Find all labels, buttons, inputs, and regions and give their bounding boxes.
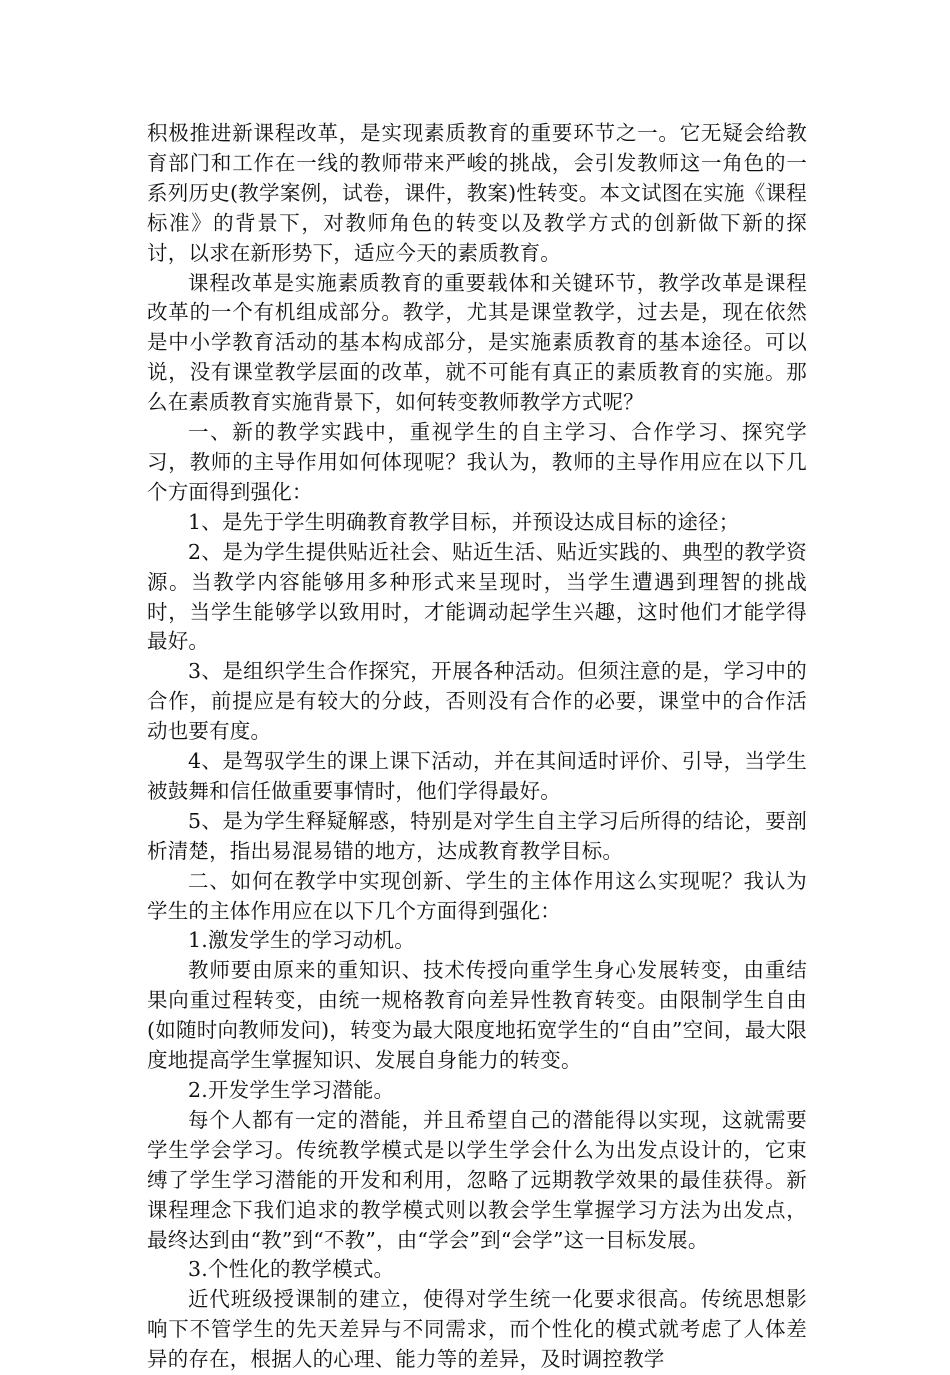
- paragraph-curriculum-reform: 课程改革是实施素质教育的重要载体和关键环节，教学改革是课程改革的一个有机组成部分。教学，尤其是课堂教学，过去是，现在依然是中小学教育活动的基本构成部分，是实施素质教育的基本途径。可以说，没有课堂教学层面的改革，就不可能有真正的素质教育的实施。那么在素质教育实施背景下，如何转变教师教学方式呢？: [147, 270, 807, 415]
- subheading-personalized: 3.个性化的教学模式。: [188, 1257, 395, 1282]
- paragraph-potential: 每个人都有一定的潜能，并且希望自己的潜能得以实现，这就需要学生学会学习。传统教学模式是以学生学会什么为出发点设计的，它束缚了学生学习潜能的开发和利用，忽略了远期教学效果的最佳获得。新课程理念下我们追求的教学模式则以教会学生掌握学习方法为出发点，最终达到由“教”到“不教”，由“学会”到“会学”这一目标发展。: [147, 1107, 807, 1252]
- paragraph-point-5: 5、是为学生释疑解惑，特别是对学生自主学习后所得的结论，要剖析清楚，指出易混易错的地方，达成教育教学目标。: [147, 808, 807, 863]
- paragraph-section-two-heading: 二、如何在教学中实现创新、学生的主体作用这么实现呢？我认为学生的主体作用应在以下几个方面得到强化：: [147, 868, 807, 923]
- paragraph-intro: 积极推进新课程改革，是实现素质教育的重要环节之一。它无疑会给教育部门和工作在一线的教师带来严峻的挑战，会引发教师这一角色的一系列历史(教学案例，试卷，课件，教案)性转变。本文试图在实施《课程标准》的背景下，对教师角色的转变以及教学方式的创新做下新的探讨，以求在新形势下，适应今天的素质教育。: [147, 121, 807, 265]
- paragraph-point-4: 4、是驾驭学生的课上课下活动，并在其间适时评价、引导，当学生被鼓舞和信任做重要事情时，他们学得最好。: [147, 749, 807, 803]
- document-body: [147, 119, 807, 1375]
- paragraph-point-3: 3、是组织学生合作探究，开展各种活动。但须注意的是，学习中的合作，前提应是有较大的分歧，否则没有合作的必要，课堂中的合作活动也要有度。: [147, 659, 807, 744]
- paragraph-motivation: 教师要由原来的重知识、技术传授向重学生身心发展转变，由重结果向重过程转变，由统一规格教育向差异性教育转变。由限制学生自由(如随时向教师发问)，转变为最大限度地拓宽学生的“自由”空间，最大限度地提高学生掌握知识、发展自身能力的转变。: [147, 958, 807, 1073]
- subheading-motivation: 1.激发学生的学习动机。: [188, 928, 415, 953]
- paragraph-point-2: 2、是为学生提供贴近社会、贴近生活、贴近实践的、典型的教学资源。当教学内容能够用多种形式来呈现时，当学生遭遇到理智的挑战时，当学生能够学以致用时，才能调动起学生兴趣，这时他们才能学得最好。: [147, 539, 807, 654]
- paragraph-point-1: 1、是先于学生明确教育教学目标，并预设达成目标的途径；: [188, 509, 740, 534]
- paragraph-section-one-heading: 一、新的教学实践中，重视学生的自主学习、合作学习、探究学习，教师的主导作用如何体现呢？我认为，教师的主导作用应在以下几个方面得到强化：: [147, 420, 807, 504]
- subheading-potential: 2.开发学生学习潜能。: [188, 1078, 395, 1102]
- paragraph-personalized: 近代班级授课制的建立，使得对学生统一化要求很高。传统思想影响下不管学生的先天差异与不同需求，而个性化的模式就考虑了人体差异的存在，根据人的心理、能力等的差异，及时调控教学: [147, 1287, 807, 1372]
